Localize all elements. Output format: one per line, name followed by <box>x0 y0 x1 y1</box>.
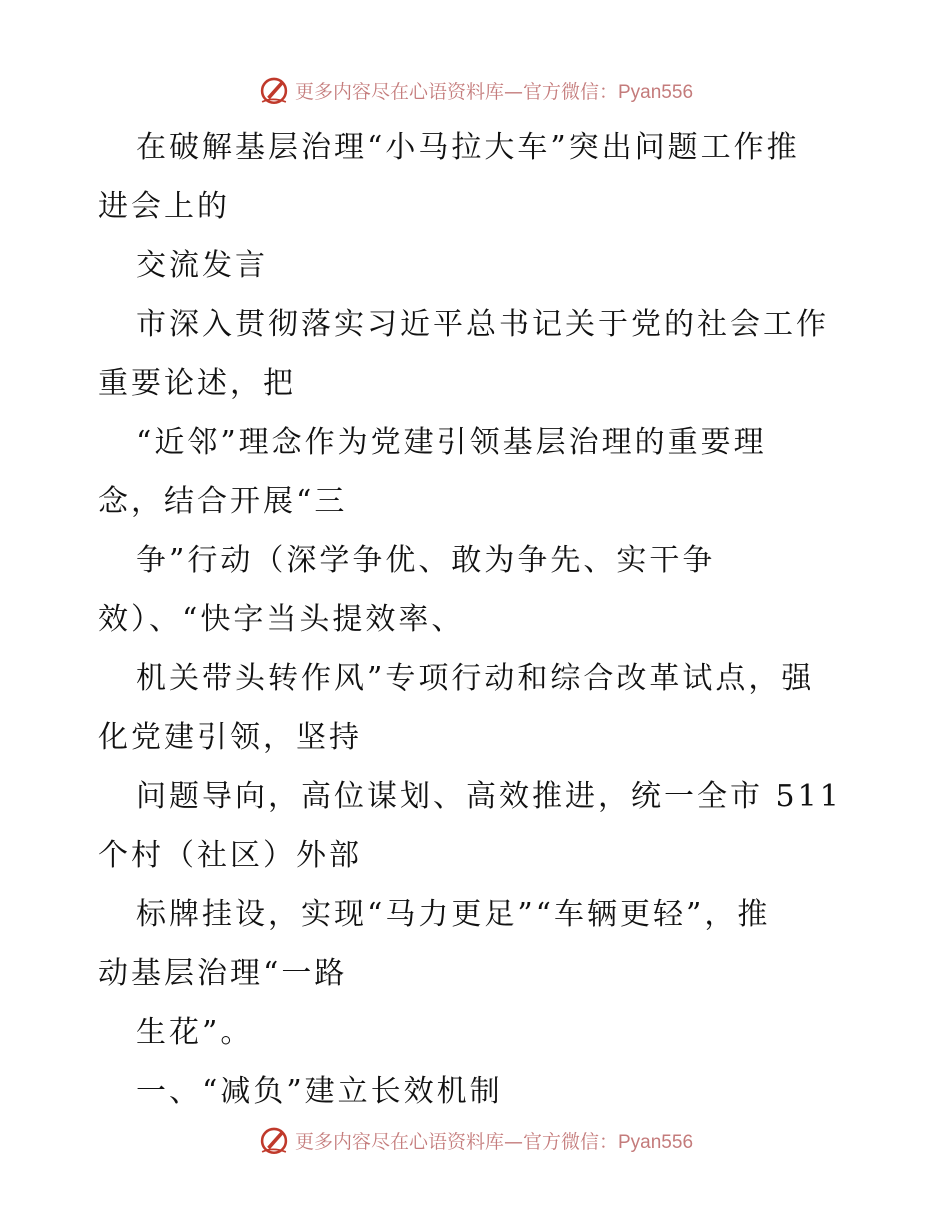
watermark-text <box>295 77 693 104</box>
watermark-main: 更多内容尽在心语资料库—官方微信： <box>294 1130 618 1153</box>
document-body <box>98 118 858 1121</box>
text-line: 标牌挂设，实现“马力更足”“车辆更轻”，推 <box>136 897 771 932</box>
text-line: 机关带头转作风”专项行动和综合改革试点，强 <box>136 661 815 696</box>
text-line: 念，结合开展“三 <box>98 484 348 519</box>
watermark-banner-bottom <box>0 1120 950 1160</box>
text-line: “近邻”理念作为党建引领基层治理的重要理 <box>136 425 767 460</box>
watermark-main: 更多内容尽在心语资料库—官方微信： <box>294 80 618 103</box>
text-line: 进会上的 <box>98 189 230 224</box>
text-line: 重要论述，把 <box>98 366 296 401</box>
text-line: 效）、“快字当头提效率、 <box>98 602 465 637</box>
watermark-text <box>295 1127 693 1154</box>
text-line: 化党建引领，坚持 <box>98 720 362 755</box>
text-line: 问题导向，高位谋划、高效推进，统一全市 511 <box>136 779 842 814</box>
text-line: 生花”。 <box>136 1015 254 1050</box>
text-line: 交流发言 <box>136 248 268 283</box>
pen-logo-icon <box>257 1123 291 1157</box>
text-line: 动基层治理“一路 <box>98 956 348 991</box>
text-line: 在破解基层治理“小马拉大车”突出问题工作推 <box>136 130 800 165</box>
watermark-banner-top <box>0 70 950 110</box>
text-line: 争”行动（深学争优、敢为争先、实干争 <box>136 543 716 578</box>
pen-logo-icon <box>257 73 291 107</box>
text-line: 市深入贯彻落实习近平总书记关于党的社会工作 <box>136 307 829 342</box>
watermark-wechat-id: Pyan556 <box>618 81 694 103</box>
section-heading: 一、“减负”建立长效机制 <box>136 1074 503 1109</box>
watermark-wechat-id: Pyan556 <box>618 1131 694 1153</box>
text-line: 个村（社区）外部 <box>98 838 362 873</box>
